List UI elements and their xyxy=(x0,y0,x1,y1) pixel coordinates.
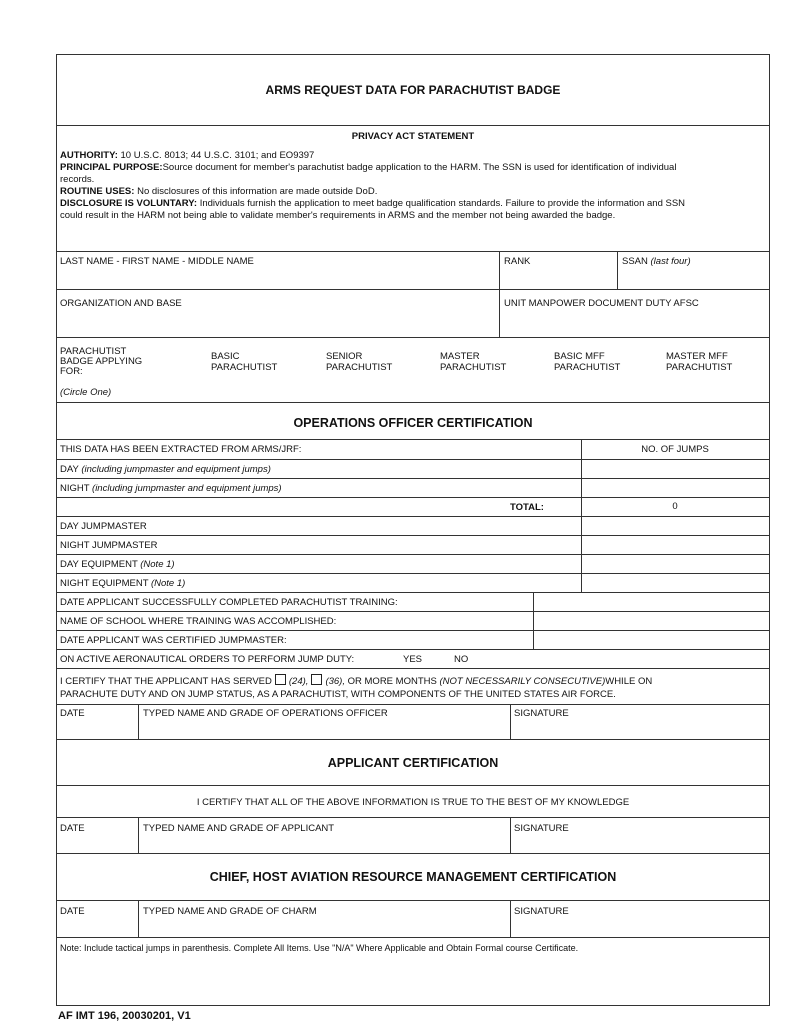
certify-text-a: I CERTIFY THAT THE APPLICANT HAS SERVED xyxy=(60,676,272,687)
extracted-row xyxy=(57,439,769,459)
night-jumps-input[interactable] xyxy=(585,481,765,495)
umd-field[interactable]: UNIT MANPOWER DOCUMENT DUTY AFSC xyxy=(504,298,699,309)
divider xyxy=(138,705,139,739)
day-eq-label xyxy=(60,559,175,570)
night-eq-text: NIGHT EQUIPMENT xyxy=(60,578,149,589)
badge-option[interactable] xyxy=(326,351,392,373)
night-row xyxy=(57,478,769,497)
badge-option-line: MASTER xyxy=(440,351,480,362)
charm-signature-row xyxy=(57,900,769,937)
purpose-text: Source document for member's parachutist badge application to the HARM. The SSN is used for identification of individual xyxy=(162,162,677,173)
org-row xyxy=(57,289,769,337)
ops-signature-field[interactable]: SIGNATURE xyxy=(514,708,569,719)
authority-text: 10 U.S.C. 8013; 44 U.S.C. 3101; and EO9397 xyxy=(120,150,315,161)
badge-option-line: BASIC xyxy=(211,351,240,362)
jumps-header: NO. OF JUMPS xyxy=(641,444,709,455)
day-eq-note: (Note 1) xyxy=(140,559,175,570)
badge-option-line: MASTER MFF xyxy=(666,351,728,362)
divider xyxy=(138,901,139,937)
certify-text-c: WHILE ON xyxy=(605,676,653,687)
charm-date-field[interactable]: DATE xyxy=(60,906,85,917)
divider xyxy=(617,252,618,289)
divider xyxy=(533,593,534,611)
charm-typed-name-field[interactable]: TYPED NAME AND GRADE OF CHARM xyxy=(143,906,317,917)
purpose-line xyxy=(60,162,676,173)
day-row xyxy=(57,459,769,478)
day-jm-input[interactable] xyxy=(585,519,765,533)
purpose-label: PRINCIPAL PURPOSE: xyxy=(60,162,163,173)
divider xyxy=(581,555,582,573)
charm-heading: CHIEF, HOST AVIATION RESOURCE MANAGEMENT CERTIFICATION xyxy=(209,870,617,884)
badge-option[interactable] xyxy=(440,351,506,373)
divider xyxy=(510,818,511,853)
ssan-field[interactable] xyxy=(622,256,691,267)
ops-heading-row xyxy=(57,402,769,439)
form-title: ARMS REQUEST DATA FOR PARACHUTIST BADGE xyxy=(265,83,561,97)
badge-option-line: BASIC MFF xyxy=(554,351,605,362)
badge-label-2: BADGE APPLYING xyxy=(60,356,143,367)
night-eq-note: (Note 1) xyxy=(150,578,186,589)
authority-label: AUTHORITY: xyxy=(60,150,118,161)
voluntary-text-2: could result in the HARM not being able to validate member's requirements in ARMS and the member not being awarded the badge. xyxy=(60,210,616,221)
orders-row xyxy=(57,649,769,668)
certify-italic: (NOT NECESSARILY CONSECUTIVE) xyxy=(439,676,606,687)
circle-one-note: (Circle One) xyxy=(60,387,112,398)
day-jm-label: DAY JUMPMASTER xyxy=(60,521,147,532)
voluntary-line xyxy=(60,198,685,209)
ops-signature-row xyxy=(57,704,769,739)
parachutist-badge-form xyxy=(56,54,770,1006)
school-input[interactable] xyxy=(537,614,765,628)
ops-date-field[interactable]: DATE xyxy=(60,708,85,719)
day-note: (including jumpmaster and equipment jumps) xyxy=(81,464,271,475)
day-jm-row xyxy=(57,516,769,535)
night-note: (including jumpmaster and equipment jumps) xyxy=(92,483,282,494)
checkbox-24-months[interactable] xyxy=(275,674,286,685)
applicant-date-field[interactable]: DATE xyxy=(60,823,85,834)
date-jm-label: DATE APPLICANT WAS CERTIFIED JUMPMASTER: xyxy=(60,635,287,646)
applicant-heading-row xyxy=(57,739,769,785)
school-label: NAME OF SCHOOL WHERE TRAINING WAS ACCOMPLISHED: xyxy=(60,616,337,627)
certify-line-1 xyxy=(60,674,652,687)
divider xyxy=(581,517,582,535)
option-24-label: (24), xyxy=(288,676,309,687)
total-value: 0 xyxy=(672,501,678,512)
divider xyxy=(138,818,139,853)
applicant-signature-field[interactable]: SIGNATURE xyxy=(514,823,569,834)
privacy-heading: PRIVACY ACT STATEMENT xyxy=(351,131,475,142)
routine-text: No disclosures of this information are made outside DoD. xyxy=(137,186,378,197)
badge-option[interactable] xyxy=(554,351,620,373)
divider xyxy=(533,631,534,649)
night-jm-row xyxy=(57,535,769,554)
routine-line xyxy=(60,186,377,197)
voluntary-label: DISCLOSURE IS VOLUNTARY: xyxy=(60,198,198,209)
badge-option[interactable] xyxy=(211,351,277,373)
date-jm-input[interactable] xyxy=(537,633,765,647)
badge-option-line: SENIOR xyxy=(326,351,363,362)
extracted-label: THIS DATA HAS BEEN EXTRACTED FROM ARMS/JRF: xyxy=(60,444,302,455)
badge-option-line: PARACHUTIST xyxy=(554,362,621,373)
routine-label: ROUTINE USES: xyxy=(60,186,135,197)
name-field[interactable]: LAST NAME - FIRST NAME - MIDDLE NAME xyxy=(60,256,254,267)
day-eq-text: DAY EQUIPMENT xyxy=(60,559,138,570)
divider xyxy=(581,536,582,554)
ssan-note: (last four) xyxy=(650,256,691,267)
authority-line xyxy=(60,150,314,161)
form-id: AF IMT 196, 20030201, V1 xyxy=(58,1010,191,1022)
divider xyxy=(533,612,534,630)
date-training-input[interactable] xyxy=(537,595,765,609)
applicant-statement-row xyxy=(57,785,769,817)
applicant-typed-name-field[interactable]: TYPED NAME AND GRADE OF APPLICANT xyxy=(143,823,335,834)
name-rank-row xyxy=(57,251,769,289)
day-jumps-input[interactable] xyxy=(585,462,765,476)
night-jm-label: NIGHT JUMPMASTER xyxy=(60,540,158,551)
badge-option-line: PARACHUTIST xyxy=(440,362,507,373)
night-text: NIGHT xyxy=(60,483,90,494)
divider xyxy=(510,705,511,739)
orders-no[interactable]: NO xyxy=(454,654,469,665)
day-eq-row xyxy=(57,554,769,573)
charm-heading-row xyxy=(57,853,769,900)
certify-text-b: OR MORE MONTHS xyxy=(347,676,437,687)
divider xyxy=(510,901,511,937)
purpose-text-2: records. xyxy=(60,174,95,185)
night-label xyxy=(60,483,282,494)
certify-row xyxy=(57,668,769,704)
checkbox-36-months[interactable] xyxy=(311,674,322,685)
option-36-label: (36), xyxy=(325,676,345,687)
badge-row xyxy=(57,337,769,402)
orders-label: ON ACTIVE AERONAUTICAL ORDERS TO PERFORM JUMP DUTY: xyxy=(60,654,355,665)
day-text: DAY xyxy=(60,464,79,475)
applicant-heading: APPLICANT CERTIFICATION xyxy=(327,756,499,770)
rank-field[interactable]: RANK xyxy=(504,256,531,267)
divider xyxy=(499,290,500,337)
total-row xyxy=(57,497,769,516)
badge-option-line: PARACHUTIST xyxy=(211,362,278,373)
ops-heading: OPERATIONS OFFICER CERTIFICATION xyxy=(293,416,533,430)
note-row xyxy=(57,937,769,957)
day-eq-input[interactable] xyxy=(585,557,765,571)
voluntary-text: Individuals furnish the application to meet badge qualification standards. Failure to provide the information and SSN xyxy=(199,198,686,209)
badge-option-line: PARACHUTIST xyxy=(666,362,733,373)
date-jm-row xyxy=(57,630,769,649)
total-label: TOTAL: xyxy=(510,502,544,513)
badge-option-line: PARACHUTIST xyxy=(326,362,393,373)
school-row xyxy=(57,611,769,630)
night-jm-input[interactable] xyxy=(585,538,765,552)
date-training-row xyxy=(57,592,769,611)
applicant-signature-row xyxy=(57,817,769,853)
date-training-label: DATE APPLICANT SUCCESSFULLY COMPLETED PARACHUTIST TRAINING: xyxy=(60,597,398,608)
applicant-statement: I CERTIFY THAT ALL OF THE ABOVE INFORMATION IS TRUE TO THE BEST OF MY KNOWLEDGE xyxy=(196,797,630,808)
divider xyxy=(581,479,582,497)
badge-label-1: PARACHUTIST xyxy=(60,346,127,357)
night-eq-label xyxy=(60,578,185,589)
privacy-section xyxy=(57,125,769,250)
org-field[interactable]: ORGANIZATION AND BASE xyxy=(60,298,182,309)
ops-typed-name-field[interactable]: TYPED NAME AND GRADE OF OPERATIONS OFFICER xyxy=(143,708,388,719)
badge-label-3: FOR: xyxy=(60,366,83,377)
orders-yes[interactable]: YES xyxy=(403,654,423,665)
form-note: Note: Include tactical jumps in parenthesis. Complete All Items. Use "N/A" Where Applicable and Obtain Formal course Certificate. xyxy=(60,943,579,953)
night-eq-input[interactable] xyxy=(585,576,765,590)
divider xyxy=(581,460,582,478)
certify-line-2: PARACHUTE DUTY AND ON JUMP STATUS, AS A PARACHUTIST, WITH COMPONENTS OF THE UNITED STATES AIR FORCE. xyxy=(60,689,616,700)
badge-option[interactable] xyxy=(666,351,732,373)
ssan-label: SSAN xyxy=(622,256,648,267)
night-eq-row xyxy=(57,573,769,592)
day-label xyxy=(60,464,271,475)
divider xyxy=(499,252,500,289)
charm-signature-field[interactable]: SIGNATURE xyxy=(514,906,569,917)
divider xyxy=(581,574,582,592)
